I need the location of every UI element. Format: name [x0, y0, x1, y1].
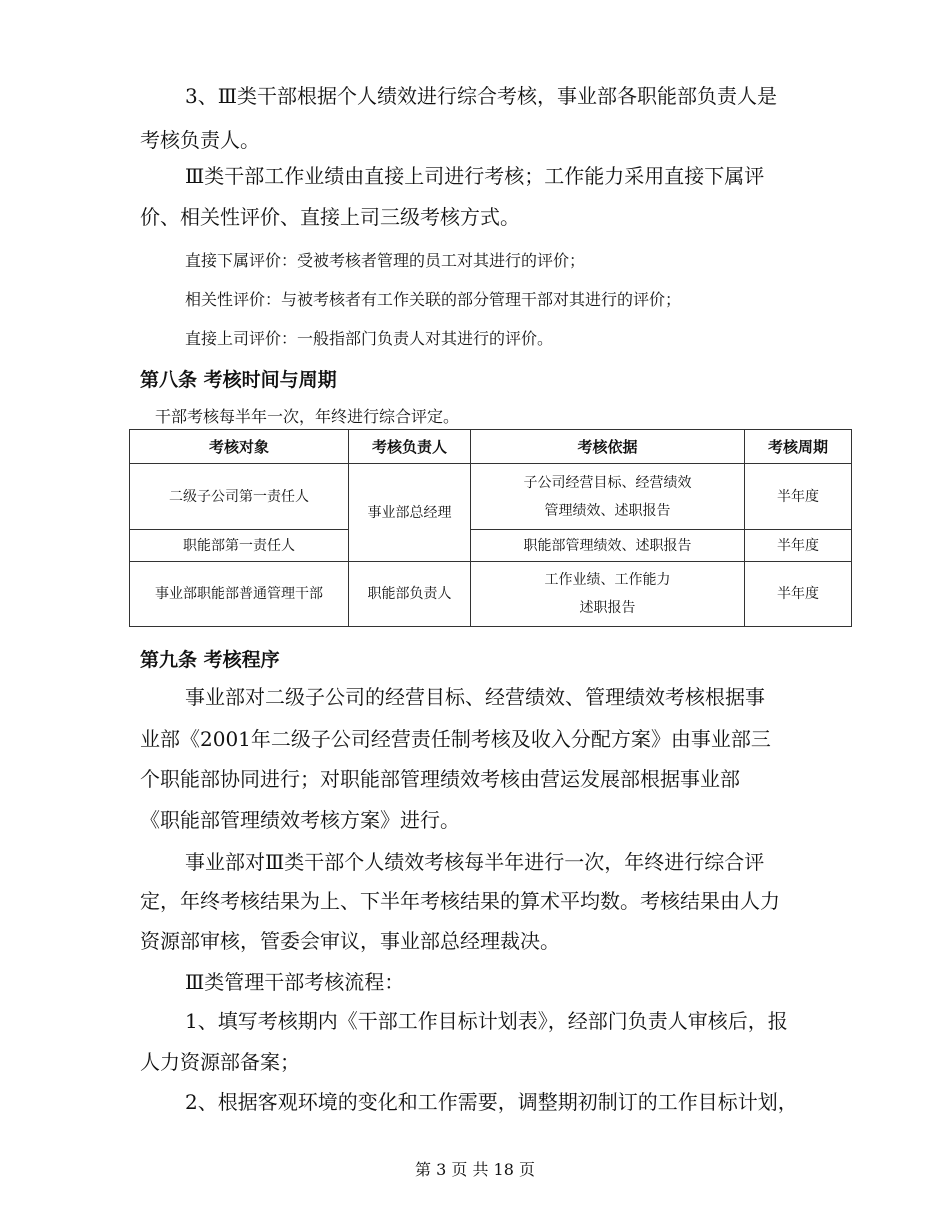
paragraph-line: Ⅲ类管理干部考核流程： [185, 970, 405, 994]
table-row [130, 530, 852, 562]
definition-line: 相关性评价：与被考核者有工作关联的部分管理干部对其进行的评价； [185, 290, 682, 309]
table-cell: 二级子公司第一责任人 [130, 464, 349, 530]
table-cell: 子公司经营目标、经营绩效 管理绩效、述职报告 [471, 464, 745, 530]
paragraph-line: 价、相关性评价、直接上司三级考核方式。 [140, 205, 520, 229]
assessment-table [129, 429, 852, 627]
page-footer: 第 3 页 共 18 页 [415, 1160, 535, 1179]
table-cell: 职能部管理绩效、述职报告 [471, 530, 745, 562]
section-heading: 第九条 考核程序 [140, 649, 280, 671]
paragraph-line: 《职能部管理绩效考核方案》进行。 [140, 808, 460, 832]
table-row [130, 562, 852, 627]
paragraph-line: 1、填写考核期内《干部工作目标计划表》，经部门负责人审核后，报 [185, 1009, 788, 1033]
table-cell: 职能部负责人 [349, 562, 471, 627]
paragraph-line: 资源部审核，管委会审议，事业部总经理裁决。 [140, 929, 560, 953]
table-row [130, 464, 852, 530]
section-intro: 干部考核每半年一次，年终进行综合评定。 [155, 407, 460, 426]
paragraph-line: 人力资源部备案； [140, 1050, 300, 1074]
table-cell: 半年度 [745, 464, 852, 530]
paragraph-line: 业部《2001年二级子公司经营责任制考核及收入分配方案》由事业部三 [140, 727, 771, 751]
paragraph-line: 考核负责人。 [140, 128, 260, 152]
definition-line: 直接下属评价：受被考核者管理的员工对其进行的评价； [185, 251, 586, 270]
table-header: 考核周期 [745, 430, 852, 464]
paragraph-line: 3、Ⅲ类干部根据个人绩效进行综合考核，事业部各职能部负责人是 [185, 84, 778, 108]
table-cell: 半年度 [745, 530, 852, 562]
table-cell: 半年度 [745, 562, 852, 627]
table-cell: 事业部职能部普通管理干部 [130, 562, 349, 627]
table-header: 考核负责人 [349, 430, 471, 464]
table-cell: 职能部第一责任人 [130, 530, 349, 562]
section-heading: 第八条 考核时间与周期 [140, 369, 337, 391]
paragraph-line: 2、根据客观环境的变化和工作需要，调整期初制订的工作目标计划， [185, 1090, 798, 1114]
paragraph-line: Ⅲ类干部工作业绩由直接上司进行考核；工作能力采用直接下属评 [185, 164, 765, 188]
paragraph-line: 事业部对Ⅲ类干部个人绩效考核每半年进行一次，年终进行综合评 [185, 850, 765, 874]
table-cell: 工作业绩、工作能力 述职报告 [471, 562, 745, 627]
table-header: 考核对象 [130, 430, 349, 464]
definition-line: 直接上司评价：一般指部门负责人对其进行的评价。 [185, 329, 554, 348]
paragraph-line: 事业部对二级子公司的经营目标、经营绩效、管理绩效考核根据事 [185, 685, 765, 709]
paragraph-line: 定，年终考核结果为上、下半年考核结果的算术平均数。考核结果由人力 [140, 889, 780, 913]
paragraph-line: 个职能部协同进行；对职能部管理绩效考核由营运发展部根据事业部 [140, 767, 740, 791]
table-cell: 事业部总经理 [349, 464, 471, 562]
table-header: 考核依据 [471, 430, 745, 464]
